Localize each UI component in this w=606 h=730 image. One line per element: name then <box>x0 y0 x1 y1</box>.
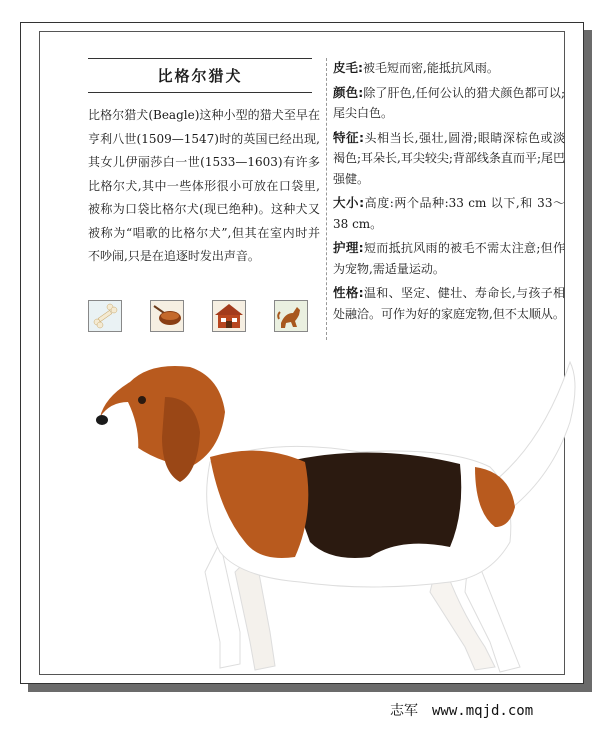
spec-list <box>333 58 565 328</box>
spec-label: 颜色: <box>333 84 364 100</box>
care-icons <box>88 300 328 336</box>
spec-text: 温和、坚定、健壮、寿命长,与孩子相处融洽。可作为好的家庭宠物,但不太顺从。 <box>333 286 565 321</box>
spec-text: 除了肝色,任何公认的猎犬颜色都可以;尾尖白色。 <box>333 85 566 120</box>
spec-label: 性格: <box>333 285 364 300</box>
pet-dog-icon <box>274 300 308 332</box>
footer-site[interactable]: www.mqjd.com <box>432 703 534 719</box>
intro-paragraph: 比格尔猎犬(Beagle)这种小型的猎犬至早在亨利八世(1509—1547)时的英国已经出现,其女儿伊丽莎白一世(1533—1603)有许多比格尔犬,其中一些体形很小可放在口袋里,被称为口袋比格尔犬(现已绝种)。这种犬又被称为“唱歌的比格尔犬”,但其在室内时并不吵闹,只是在追逐时发出声音。 <box>88 108 320 263</box>
food-bowl-icon <box>150 300 184 332</box>
title-rule-top <box>88 58 312 59</box>
spec-text: 头相当长,强壮,圆滑;眼睛深棕色或淡褐色;耳朵长,耳尖较尖;背部线条直而平;尾巴强健。 <box>333 130 565 186</box>
spec-label: 护理: <box>333 240 364 255</box>
spec-text: 短而抵抗风雨的被毛不需太注意;但作为宠物,需适量运动。 <box>333 241 566 276</box>
bone-icon <box>88 300 122 332</box>
book-page <box>20 22 584 684</box>
page-title: 比格尔猎犬 <box>157 67 243 85</box>
footer-credit <box>390 700 600 722</box>
house-icon <box>212 300 246 332</box>
spec-temperament <box>333 283 565 324</box>
beagle-photo <box>70 342 590 682</box>
spec-label: 特征: <box>333 129 365 145</box>
spec-care <box>333 238 565 279</box>
spec-features <box>333 128 565 190</box>
spec-coat <box>333 58 565 79</box>
spec-color <box>333 83 565 124</box>
spec-size <box>333 193 565 234</box>
spec-label: 大小: <box>333 195 365 210</box>
footer-author: 志军 <box>390 703 418 719</box>
column-divider <box>326 58 327 340</box>
spec-label: 皮毛: <box>333 60 363 75</box>
page-frame <box>39 31 565 675</box>
spec-text: 被毛短而密,能抵抗风雨。 <box>363 61 499 75</box>
title-rule-bottom <box>88 92 312 93</box>
spec-text: 高度:两个品种:33 cm 以下,和 33～38 cm。 <box>333 196 566 231</box>
